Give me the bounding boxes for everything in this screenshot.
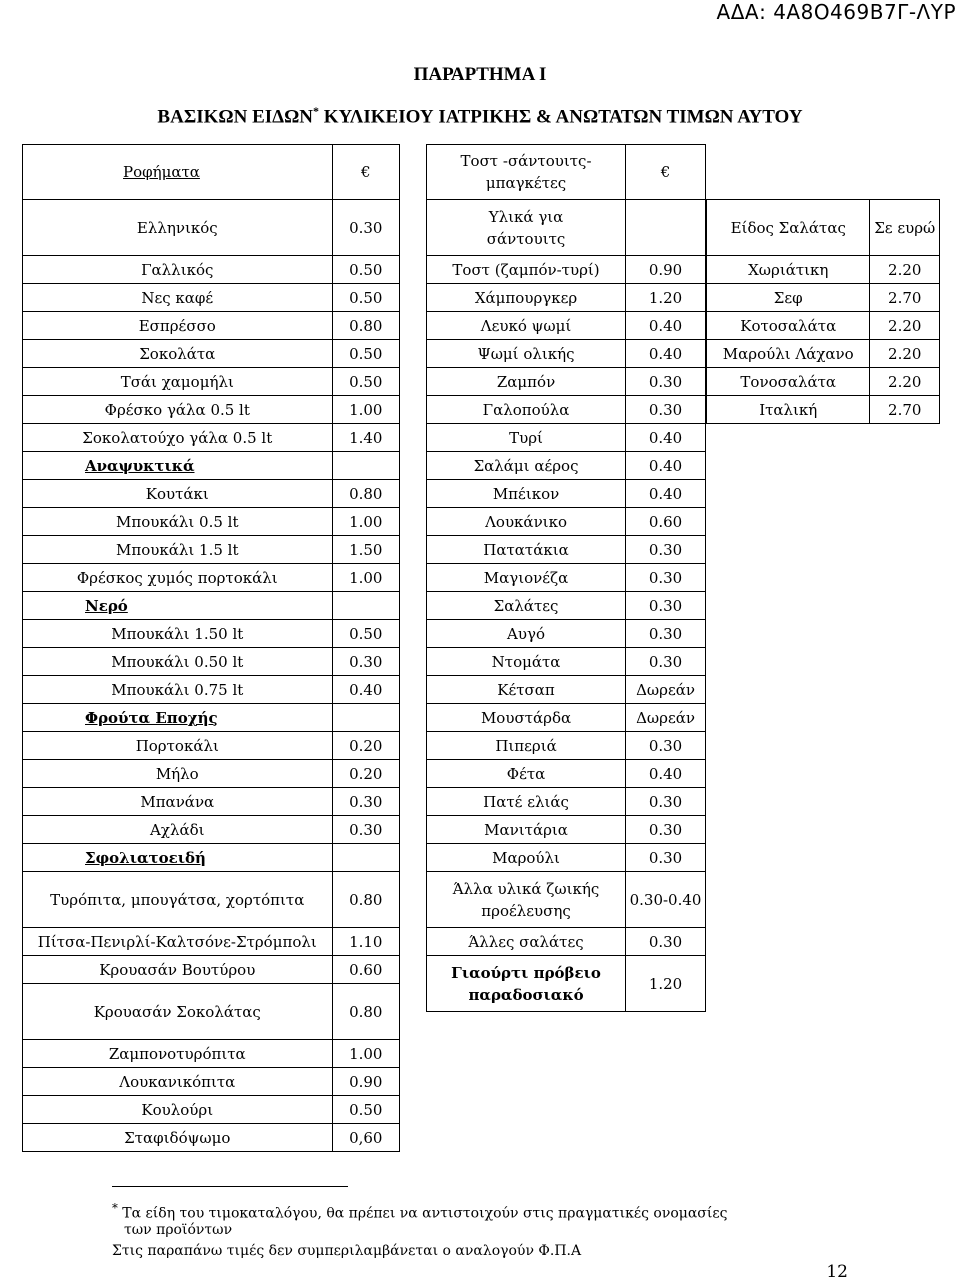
item-name: Μαρούλι [427,844,626,872]
footnote-text1: Τα είδη του τιμοκαταλόγου, θα πρέπει να αντιστοιχούν στις πραγματικές ονομασίες [122,1205,728,1222]
table-row [23,760,400,788]
item-name: Τυρί [427,424,626,452]
item-price: 0.50 [332,284,399,312]
section-title: Φρούτα Εποχής [23,704,333,732]
salad-name: Σεφ [707,284,870,312]
item-name: Μπανάνα [23,788,333,816]
item-name: Μπουκάλι 1.50 lt [23,620,333,648]
table-row [427,480,706,508]
table-row [23,396,400,424]
table-row [427,452,706,480]
item-name: Σαλάτες [427,592,626,620]
item-price: 0.30 [626,816,706,844]
item-name: Μπέικον [427,480,626,508]
subheader-price [626,200,706,256]
table-row [23,256,400,284]
item-name: Ντομάτα [427,648,626,676]
section-title: Σφολιατοειδή [23,844,333,872]
section-title: Νερό [23,592,333,620]
salad-name: Μαρούλι Λάχανο [707,340,870,368]
item-price: 0.30 [626,732,706,760]
table-row [427,788,706,816]
table-row [427,760,706,788]
item-name: Γαλλικός [23,256,333,284]
item-price: 0.30 [626,396,706,424]
item-price: 0.90 [626,256,706,284]
item-name: Πίτσα-Πενιρλί-Καλτσόνε-Στρόμπολι [23,928,333,956]
table-row [23,956,400,984]
page-subtitle [0,104,960,128]
table-row [427,844,706,872]
subheader-row [427,200,706,256]
item-price: 0.30 [626,592,706,620]
item-price: 0.80 [332,480,399,508]
table-row [23,620,400,648]
column-header-name: Είδος Σαλάτας [707,200,870,256]
subheader-label: Υλικά για σάντουιτς [427,200,626,256]
salad-price: 2.70 [870,396,940,424]
table-header-row [427,145,706,200]
item-price: 0.30 [626,536,706,564]
item-name: Γιαούρτι πρόβειο παραδοσιακό [427,956,626,1012]
table-row [23,676,400,704]
table-row [23,1096,400,1124]
item-price: 0.30 [332,788,399,816]
item-price: 0.40 [626,480,706,508]
item-name: Λευκό ψωμί [427,312,626,340]
item-price: 0.30 [626,620,706,648]
item-name: Πορτοκάλι [23,732,333,760]
table-row [23,424,400,452]
item-name: Ελληνικός [23,200,333,256]
item-name: Πατατάκια [427,536,626,564]
item-name: Φέτα [427,760,626,788]
item-name: Κουλούρι [23,1096,333,1124]
item-name: Μπουκάλι 0.5 lt [23,508,333,536]
item-price: 0.80 [332,872,399,928]
column-header-price: Σε ευρώ [870,200,940,256]
item-price: 0.60 [332,956,399,984]
item-name: Μήλο [23,760,333,788]
table-row [23,564,400,592]
section-price [332,452,399,480]
table-row [707,256,940,284]
item-price: 1.00 [332,1040,399,1068]
column-header-price: € [626,145,706,200]
table-row [23,368,400,396]
item-price: Δωρεάν [626,676,706,704]
item-name: Ζαμπόν [427,368,626,396]
table-row [23,788,400,816]
item-price: 1.10 [332,928,399,956]
section-title: Αναψυκτικά [23,452,333,480]
item-name: Άλλες σαλάτες [427,928,626,956]
column-header-price: € [332,145,399,200]
item-name: Χάμπουργκερ [427,284,626,312]
item-price: Δωρεάν [626,704,706,732]
salad-name: Κοτοσαλάτα [707,312,870,340]
item-price: 0.90 [332,1068,399,1096]
salad-price: 2.20 [870,312,940,340]
item-name: Τσάι χαμομήλι [23,368,333,396]
section-row [23,452,400,480]
salad-name: Χωριάτικη [707,256,870,284]
table-row [427,424,706,452]
item-name: Λουκανικόπιτα [23,1068,333,1096]
table-row [427,592,706,620]
item-name: Μπουκάλι 0.75 lt [23,676,333,704]
column-header-name: Τοστ -σάντουιτς-μπαγκέτες [427,145,626,200]
subtitle-footnote-mark: * [313,104,320,118]
page-title: ΠΑΡΑΡΤΗΜΑ Ι [413,64,547,85]
table-row [23,872,400,928]
table-row [23,1040,400,1068]
document-code: ΑΔΑ: 4Α8Ο469Β7Γ-ΛΥΡ [716,0,956,24]
item-name: Φρέσκος χυμός πορτοκάλι [23,564,333,592]
table-row [23,732,400,760]
sandwich-ingredients-table [426,144,706,1012]
item-price: 0.40 [332,676,399,704]
table-row [23,648,400,676]
salad-price: 2.20 [870,256,940,284]
item-price: 0.30 [626,564,706,592]
page-number: 12 [826,1262,848,1282]
item-price: 0.30 [626,844,706,872]
item-price: 0,60 [332,1124,399,1152]
table-row [707,312,940,340]
item-name: Σαλάμι αέρος [427,452,626,480]
table-row [707,340,940,368]
item-name: Σοκολάτα [23,340,333,368]
item-price: 1.50 [332,536,399,564]
item-price: 0.30 [332,648,399,676]
item-name: Κρουασάν Βουτύρου [23,956,333,984]
table-header-row [23,145,400,200]
salad-price: 2.20 [870,368,940,396]
item-price: 0.50 [332,340,399,368]
item-name: Λουκάνικο [427,508,626,536]
item-name: Σοκολατούχο γάλα 0.5 lt [23,424,333,452]
item-price: 0.40 [626,760,706,788]
item-price: 1.40 [332,424,399,452]
item-name: Μουστάρδα [427,704,626,732]
item-name: Τοστ (ζαμπόν-τυρί) [427,256,626,284]
item-price: 0.80 [332,984,399,1040]
item-name: Κρουασάν Σοκολάτας [23,984,333,1040]
salad-name: Ιταλική [707,396,870,424]
item-name: Ζαμπονοτυρόπιτα [23,1040,333,1068]
footnote-line2: των προϊόντων [124,1222,233,1238]
table-row [427,676,706,704]
item-name: Σταφιδόψωμο [23,1124,333,1152]
table-row [427,648,706,676]
table-row [427,536,706,564]
item-price: 0.40 [626,340,706,368]
item-name: Νες καφέ [23,284,333,312]
table-row [707,284,940,312]
item-price: 0.40 [626,424,706,452]
item-price: 0.30 [332,200,399,256]
table-row [23,284,400,312]
salads-table [706,199,940,424]
item-price: 0.30 [626,788,706,816]
item-name: Πιπεριά [427,732,626,760]
item-price: 1.00 [332,564,399,592]
table-row [23,508,400,536]
table-row [707,396,940,424]
table-row [427,312,706,340]
item-price: 0.20 [332,732,399,760]
footnote-divider [112,1186,348,1187]
table-row [23,1124,400,1152]
item-name: Εσπρέσσο [23,312,333,340]
table-row [23,480,400,508]
table-row [427,816,706,844]
item-name: Κέτσαπ [427,676,626,704]
item-price: 0.30-0.40 [626,872,706,928]
table-row [427,620,706,648]
salad-name: Τονοσαλάτα [707,368,870,396]
item-price: 1.00 [332,508,399,536]
table-row [427,872,706,928]
item-price: 0.30 [626,368,706,396]
salad-price: 2.70 [870,284,940,312]
table-row [23,536,400,564]
item-name: Τυρόπιτα, μπουγάτσα, χορτόπιτα [23,872,333,928]
item-name: Ψωμί ολικής [427,340,626,368]
item-price: 0.60 [626,508,706,536]
footnote-line3: Στις παραπάνω τιμές δεν συμπεριλαμβάνεται ο αναλογούν Φ.Π.Α [112,1243,582,1259]
item-price: 0.50 [332,620,399,648]
table-row [427,284,706,312]
item-name: Κουτάκι [23,480,333,508]
table-row [427,256,706,284]
table-row [23,816,400,844]
item-price: 0.50 [332,1096,399,1124]
section-row [23,844,400,872]
item-name: Πατέ ελιάς [427,788,626,816]
table-row [23,312,400,340]
item-name: Αυγό [427,620,626,648]
item-name: Μανιτάρια [427,816,626,844]
item-name: Μπουκάλι 0.50 lt [23,648,333,676]
table-row [707,368,940,396]
table-row [427,368,706,396]
table-row [427,732,706,760]
section-row [23,592,400,620]
item-name: Αχλάδι [23,816,333,844]
item-name: Φρέσκο γάλα 0.5 lt [23,396,333,424]
table-header-row [707,200,940,256]
table-row [427,396,706,424]
table-row [23,1068,400,1096]
salad-price: 2.20 [870,340,940,368]
table-row [427,340,706,368]
subtitle-part1: ΒΑΣΙΚΩΝ ΕΙΔΩΝ [157,106,314,128]
item-name: Μπουκάλι 1.5 lt [23,536,333,564]
item-name: Μαγιονέζα [427,564,626,592]
table-row [427,704,706,732]
subtitle-part2: ΚΥΛΙΚΕΙΟΥ ΙΑΤΡΙΚΗΣ & ΑΝΩΤΑΤΩΝ ΤΙΜΩΝ ΑΥΤΟΥ [323,106,803,128]
table-row [23,340,400,368]
footnote-mark: * [112,1201,118,1215]
item-price: 0.30 [332,816,399,844]
table-row [23,200,400,256]
column-header-name: Ροφήματα [23,145,333,200]
item-price: 0.30 [626,648,706,676]
item-price: 0.50 [332,256,399,284]
table-row [23,928,400,956]
section-price [332,844,399,872]
item-name: Άλλα υλικά ζωικής προέλευσης [427,872,626,928]
section-price [332,704,399,732]
item-price: 1.00 [332,396,399,424]
section-price [332,592,399,620]
drinks-pastries-table [22,144,400,1152]
item-name: Γαλοπούλα [427,396,626,424]
table-row [427,956,706,1012]
item-price: 0.30 [626,928,706,956]
item-price: 0.40 [626,452,706,480]
section-row [23,704,400,732]
item-price: 0.50 [332,368,399,396]
item-price: 0.80 [332,312,399,340]
table-row [427,508,706,536]
table-row [427,564,706,592]
table-row [427,928,706,956]
item-price: 1.20 [626,284,706,312]
item-price: 0.20 [332,760,399,788]
item-price: 1.20 [626,956,706,1012]
table-row [23,984,400,1040]
item-price: 0.40 [626,312,706,340]
